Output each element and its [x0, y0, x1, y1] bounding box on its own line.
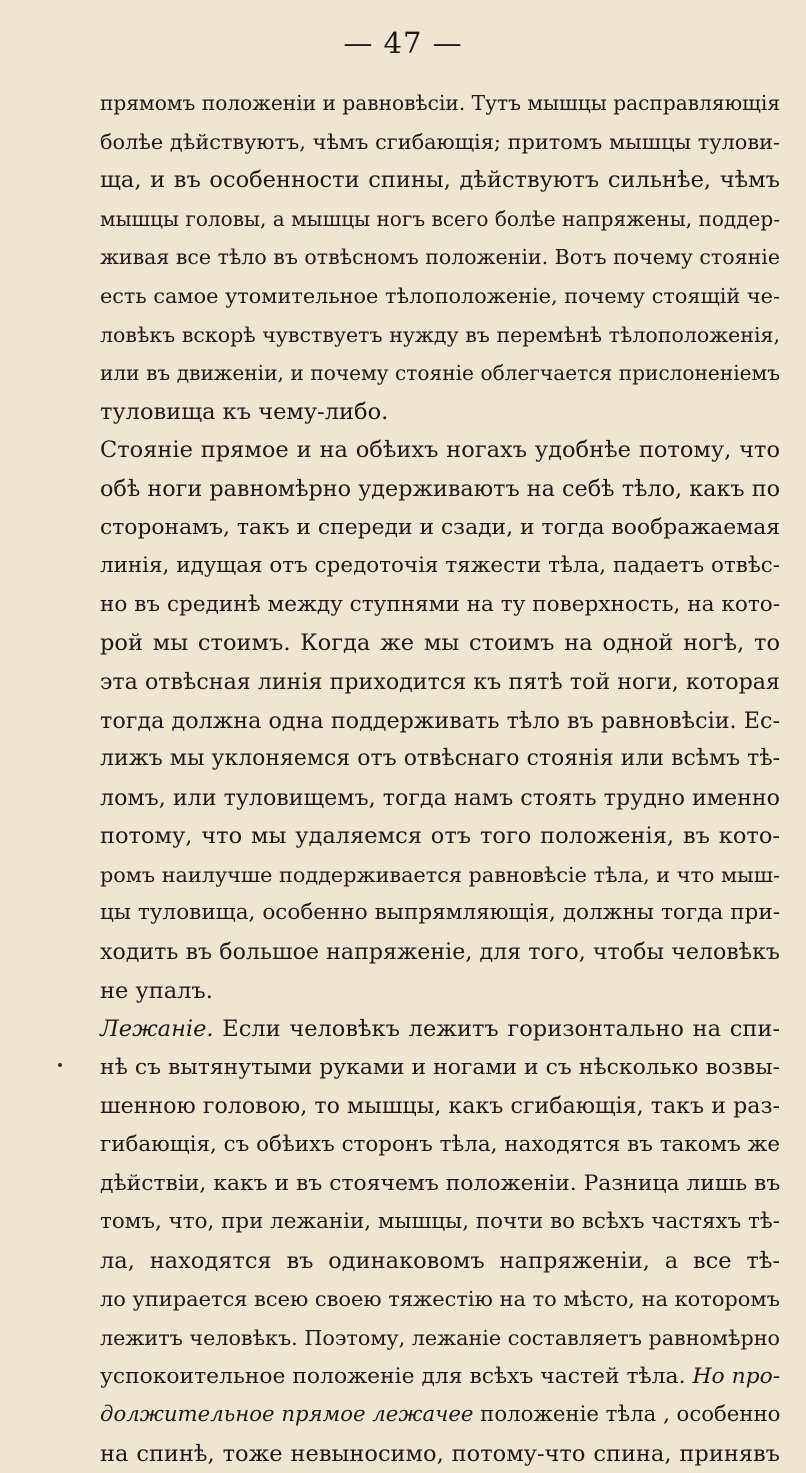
text-line: эта отвѣсная линія приходится къ пятѣ той ноги, которая: [100, 668, 780, 695]
text-line: лежитъ человѣкъ. Поэтому, лежаніе составляетъ равномѣрно: [100, 1326, 780, 1350]
text-line: шенною головою, то мышцы, какъ сгибающія, такъ и раз-: [100, 1093, 780, 1120]
text-line: или въ движеніи, и почему стояніе облегчается прислоненіемъ: [100, 361, 780, 386]
text-line: ходить въ большое напряженіе, для того, чтобы человѣкъ: [100, 939, 780, 966]
text-line: на спинѣ, тоже невыносимо, потому-что спина, принявъ: [100, 1440, 780, 1467]
section-heading-lying: Лежаніе.: [100, 1016, 214, 1043]
text-line-content: успокоительное положеніе для всѣхъ частей тѣла.: [100, 1363, 686, 1389]
text-line: лижъ мы уклоняемся отъ отвѣснаго стоянія или всѣмъ тѣ-: [100, 746, 780, 772]
text-line: ща, и въ особенности спины, дѣйствуютъ сильнѣе, чѣмъ: [100, 167, 780, 194]
text-line-paragraph-start: [100, 431, 780, 470]
text-line: тогда должна одна поддерживать тѣло въ равновѣсіи. Ес-: [100, 707, 780, 734]
text-line: дѣйствіи, какъ и въ стоячемъ положеніи. Разница лишь въ: [100, 1170, 781, 1196]
text-line-content: положеніе тѣла , особенно: [473, 1402, 781, 1428]
italic-phrase: Но про-: [685, 1363, 781, 1389]
text-line-paragraph-start: [100, 1010, 780, 1049]
margin-mark: [58, 1063, 62, 1067]
text-line: не упалъ.: [100, 977, 213, 1004]
text-line: ла, находятся въ одинаковомъ напряженіи, а все тѣ-: [100, 1247, 780, 1274]
text-line: нѣ съ вытянутыми руками и ногами и съ нѣсколько возвы-: [100, 1054, 780, 1080]
text-line: ромъ наилучше поддерживается равновѣсіе тѣла, и что мыш-: [100, 862, 780, 887]
text-line: рой мы стоимъ. Когда же мы стоимъ на одной ногѣ, то: [100, 630, 780, 657]
page-number: — 47 —: [343, 26, 463, 60]
text-line: обѣ ноги равномѣрно удерживаютъ на себѣ тѣло, какъ по: [100, 475, 780, 502]
text-line: живая все тѣло въ отвѣсномъ положеніи. Вотъ почему стояніе: [100, 245, 780, 270]
text-line: туловища къ чему-либо.: [100, 398, 389, 425]
text-line-content: Если человѣкъ лежитъ горизонтально на спи-: [213, 1016, 780, 1043]
body-text: [100, 84, 780, 1473]
text-line: ломъ, или туловищемъ, тогда намъ стоять трудно именно: [100, 784, 780, 811]
text-line: гибающія, съ обѣихъ сторонъ тѣла, находятся въ такомъ же: [100, 1132, 780, 1158]
text-line: сторонамъ, такъ и спереди и сзади, и тогда воображаемая: [100, 514, 780, 540]
text-line: ло упирается всею своею тяжестію на то мѣсто, на которомъ: [100, 1287, 780, 1312]
text-line: [100, 1396, 780, 1435]
text-line: цы туловища, особенно выпрямляющія, должны тогда при-: [100, 900, 780, 926]
text-line-content: Стояніе прямое и на обѣихъ ногахъ удобнѣе потому, что: [100, 437, 780, 464]
text-line: есть самое утомительное тѣлоположеніе, почему стоящій че-: [100, 283, 780, 308]
text-line: [100, 1358, 780, 1397]
italic-phrase: должительное прямое лежачее: [100, 1402, 474, 1428]
text-line: мышцы головы, а мышцы ногъ всего болѣе напряжены, поддер-: [100, 206, 780, 231]
text-line: потому, что мы удаляемся отъ того положенія, въ кото-: [100, 823, 780, 850]
text-line: но въ срединѣ между ступнями на ту поверхность, на кото-: [100, 591, 780, 617]
text-line: линія, идущая отъ средоточія тяжести тѣла, падаетъ отвѣс-: [100, 553, 780, 579]
text-line: болѣе дѣйствуютъ, чѣмъ сгибающія; притомъ мышцы тулови-: [100, 129, 780, 154]
text-line: томъ, что, при лежаніи, мышцы, почти во всѣхъ частяхъ тѣ-: [100, 1209, 780, 1235]
text-line: прямомъ положеніи и равновѣсіи. Тутъ мышцы расправляющія: [100, 91, 781, 115]
text-line: ловѣкъ вскорѣ чувствуетъ нужду въ перемѣнѣ тѣлоположенія,: [100, 322, 780, 347]
